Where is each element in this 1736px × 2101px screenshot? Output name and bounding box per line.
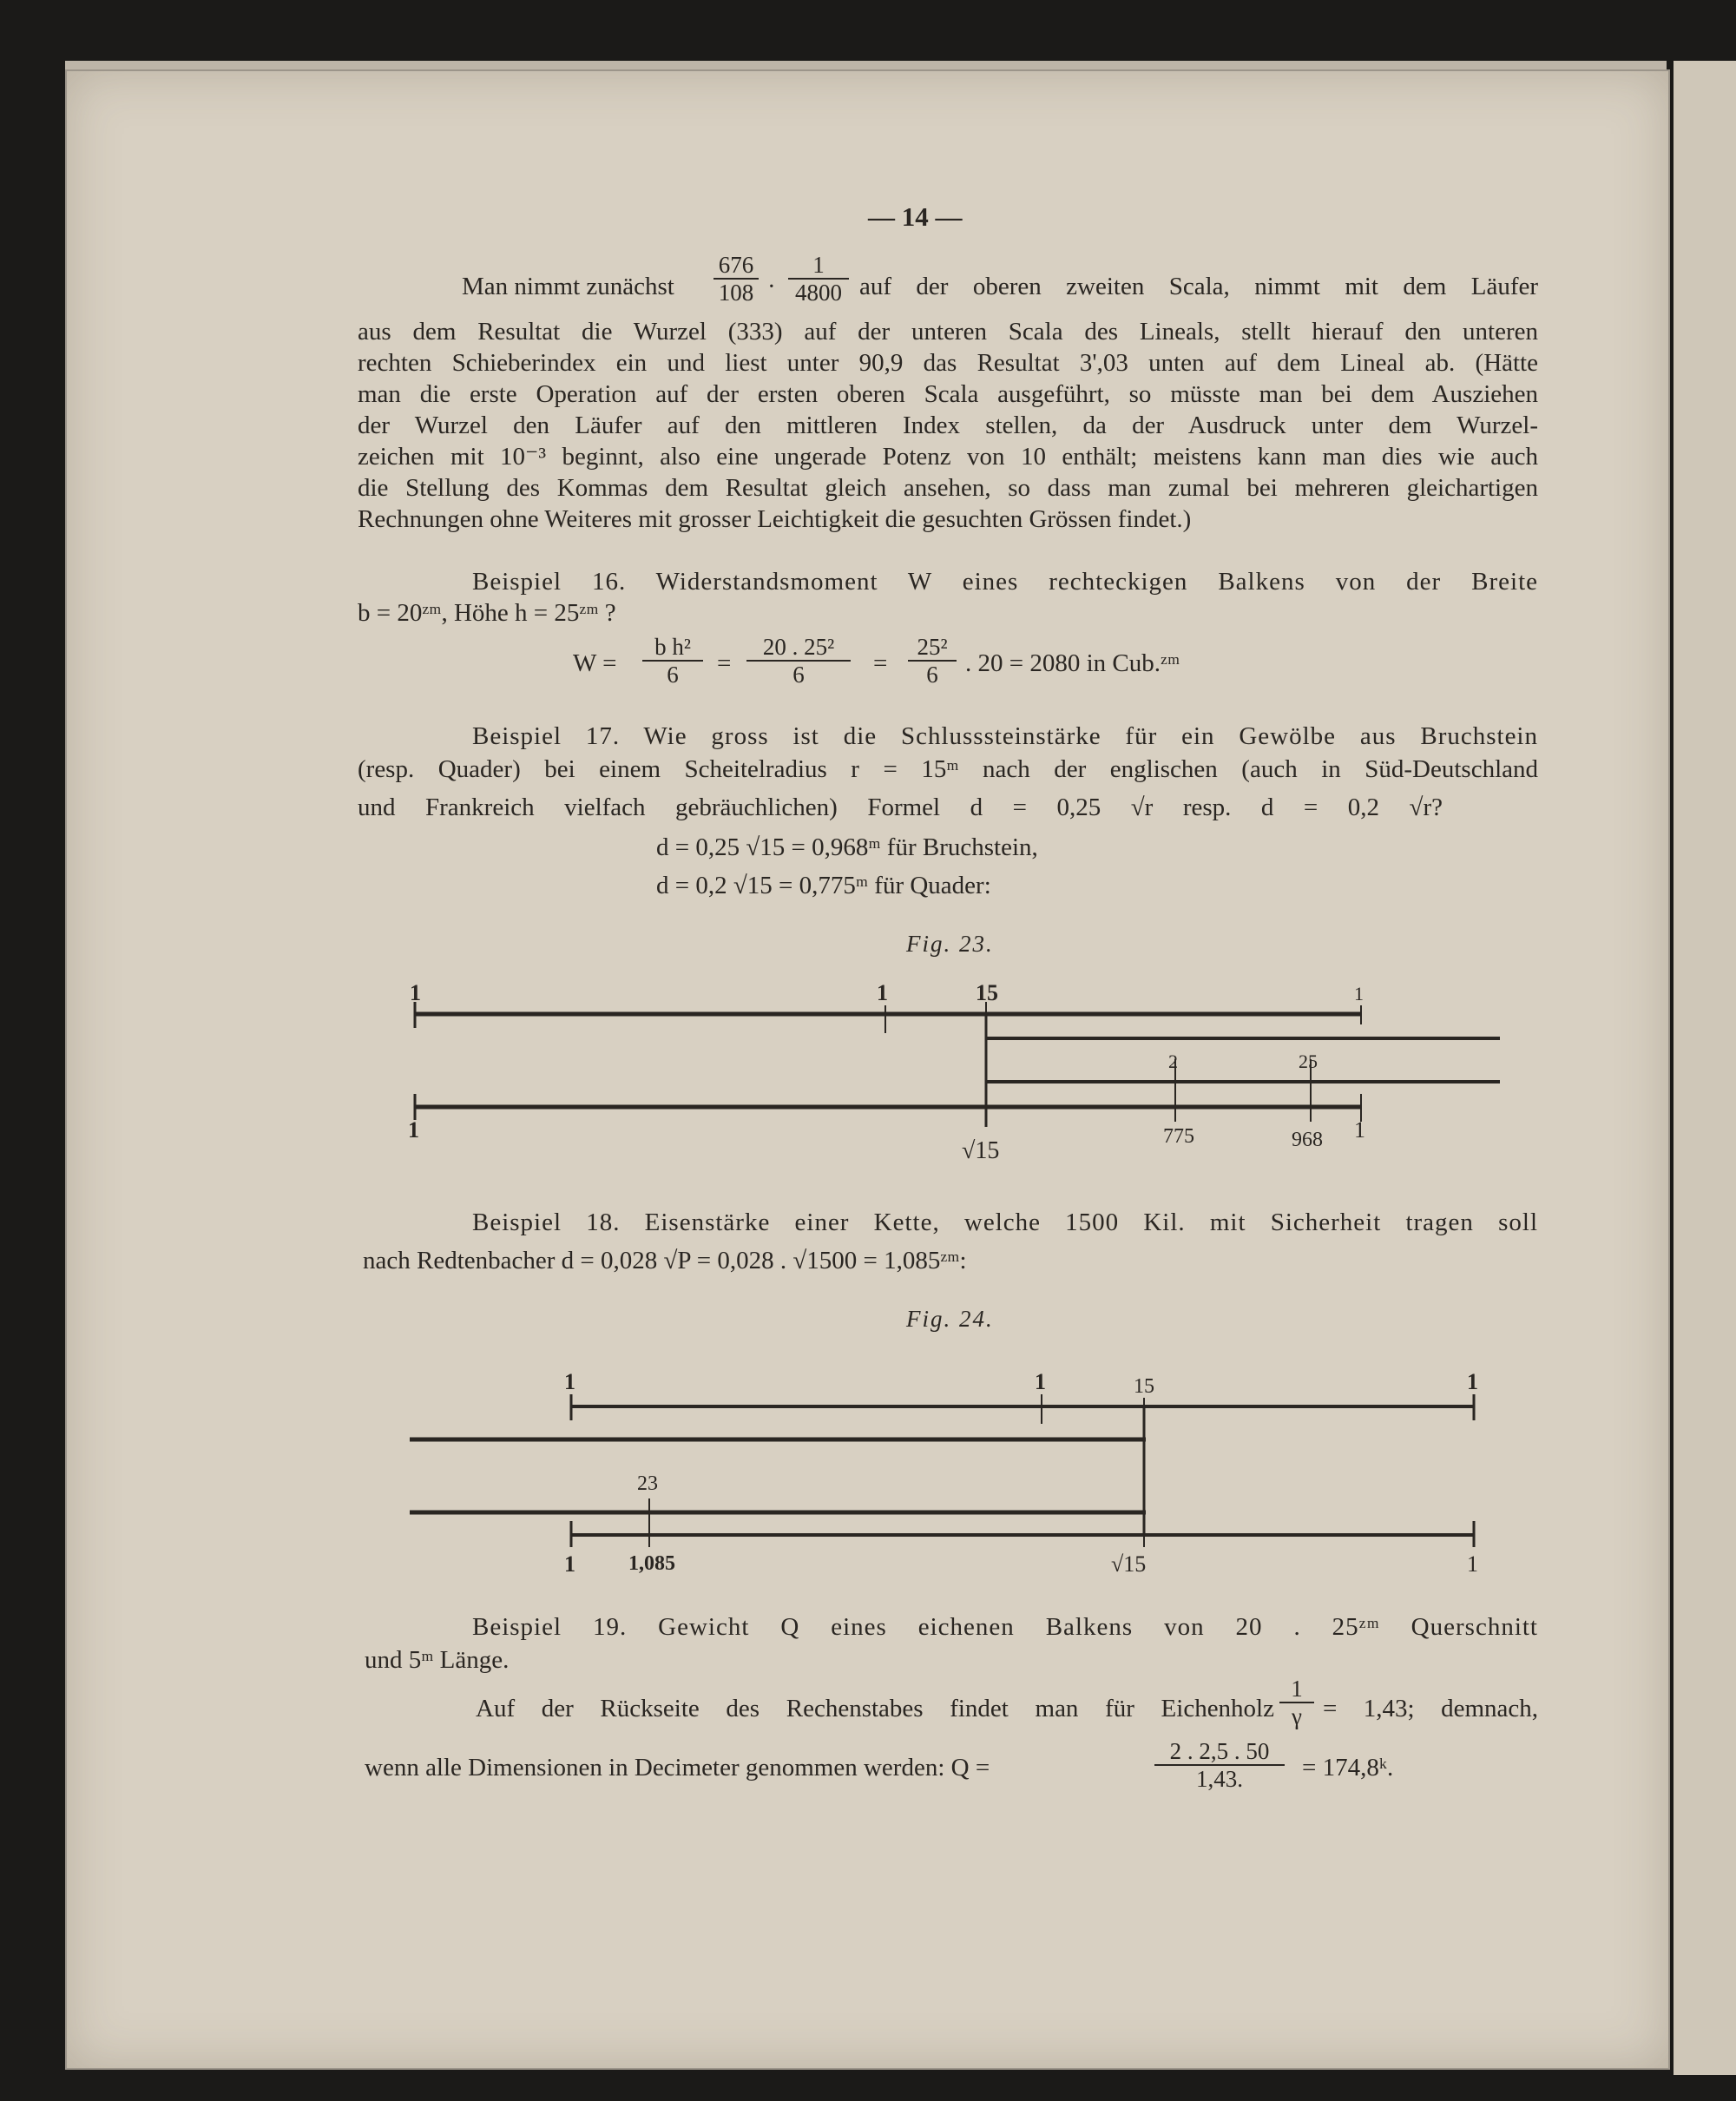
fraction-q — [1154, 1738, 1285, 1792]
fig-24-caption: Fig. 24. — [906, 1306, 994, 1332]
beispiel-19-line-3a: Auf der Rückseite des Rechenstabes findet man für Eichenholz — [476, 1695, 1274, 1722]
fig-24-top-label-3: 15 — [1134, 1375, 1154, 1398]
fraction-denominator: γ — [1292, 1703, 1302, 1729]
beispiel-19-line-3b: = 1,43; demnach, — [1323, 1695, 1538, 1722]
fraction-numerator: 1 — [1279, 1676, 1314, 1703]
fraction-numerator: b h² — [642, 634, 703, 662]
beispiel-17-eq-1: d = 0,25 √15 = 0,968ᵐ für Bruchstein, — [656, 833, 1038, 861]
intro-line-1b: auf der oberen zweiten Scala, nimmt mit dem Läufer — [859, 273, 1538, 300]
fraction-numerator: 2 . 2,5 . 50 — [1154, 1738, 1285, 1766]
intro-line-3: rechten Schieberindex ein und liest unter 90,9 das Resultat 3',03 unten auf dem Lineal ab. (Hätte — [358, 349, 1538, 377]
intro-line-6: zeichen mit 10⁻³ beginnt, also eine ungerade Potenz von 10 enthält; meistens kann man dies wie auch — [358, 443, 1538, 471]
fraction-numerator: 20 . 25² — [746, 634, 851, 662]
fraction-676-108 — [713, 252, 759, 306]
intro-line-8: Rechnungen ohne Weiteres mit grosser Leichtigkeit die gesuchten Grössen findet.) — [358, 505, 1192, 533]
fraction-1-gamma — [1279, 1676, 1314, 1729]
beispiel-19-line-1: Beispiel 19. Gewicht Q eines eichenen Balkens von 20 . 25ᶻᵐ Querschnitt — [472, 1613, 1538, 1641]
multiply-dot: · — [767, 273, 776, 300]
intro-line-1a: Man nimmt zunächst — [462, 273, 674, 300]
fig-23-top-label-2: 1 — [877, 980, 888, 1005]
eq-result: . 20 = 2080 in Cub.ᶻᵐ — [965, 649, 1180, 677]
beispiel-16-line-2: b = 20ᶻᵐ, Höhe h = 25ᶻᵐ ? — [358, 599, 616, 627]
fig-24-slide-rule-diagram — [399, 1363, 1510, 1580]
fig-24-bottom-label-3: √15 — [1111, 1551, 1147, 1577]
intro-line-7: die Stellung des Kommas dem Resultat gleich ansehen, so dass man zumal bei mehreren gleichartigen — [358, 474, 1538, 502]
beispiel-17-line-1: Beispiel 17. Wie gross ist die Schlusssteinstärke für ein Gewölbe aus Bruchstein — [472, 722, 1538, 750]
eq-lhs: W = — [573, 649, 617, 677]
beispiel-18-line-2: nach Redtenbacher d = 0,028 √P = 0,028 . √1500 = 1,085ᶻᵐ: — [363, 1247, 967, 1274]
beispiel-19-line-4b: = 174,8ᵏ. — [1302, 1754, 1394, 1782]
fig-23-slide-rule-diagram — [399, 972, 1510, 1172]
fig-23-bottom-label-3: 775 — [1163, 1125, 1194, 1148]
fraction-denominator: 6 — [667, 662, 679, 688]
fraction-1-4800 — [788, 252, 849, 306]
fraction-denominator: 6 — [792, 662, 805, 688]
fraction-numerator: 1 — [788, 252, 849, 280]
page-top-edge — [65, 61, 1667, 69]
fig-23-bottom-label-5: 1 — [1354, 1117, 1365, 1143]
fraction-denominator: 6 — [926, 662, 938, 688]
beispiel-17-line-2: (resp. Quader) bei einem Scheitelradius r = 15ᵐ nach der englischen (auch in Süd-Deutschland — [358, 755, 1538, 783]
fig-24-bottom-label-4: 1 — [1467, 1551, 1478, 1577]
fig-23-top-label-3: 15 — [976, 980, 998, 1005]
fig-23-mid-label-1: 2 — [1168, 1050, 1178, 1072]
fraction-bh2-6 — [642, 634, 703, 688]
fraction-denominator: 4800 — [795, 280, 842, 306]
fraction-25sq-6 — [908, 634, 957, 688]
fig-24-mid-label-1: 23 — [637, 1472, 658, 1495]
beispiel-16-line-1: Beispiel 16. Widerstandsmoment W eines rechteckigen Balkens von der Breite — [472, 568, 1538, 596]
fraction-20-25sq-6 — [746, 634, 851, 688]
fraction-numerator: 25² — [908, 634, 957, 662]
fig-24-top-label-2: 1 — [1035, 1369, 1046, 1394]
fig-23-top-label-1: 1 — [410, 980, 421, 1005]
intro-line-4: man die erste Operation auf der ersten oberen Scala ausgeführt, so müsste man bei dem Ausziehen — [358, 380, 1538, 408]
beispiel-17-eq-2: d = 0,2 √15 = 0,775ᵐ für Quader: — [656, 872, 991, 899]
page-number: — 14 — — [868, 201, 963, 232]
fig-23-caption: Fig. 23. — [906, 931, 994, 957]
fraction-denominator: 1,43. — [1196, 1766, 1243, 1792]
beispiel-17-line-3: und Frankreich vielfach gebräuchlichen) Formel d = 0,25 √r resp. d = 0,2 √r? — [358, 794, 1443, 821]
intro-line-2: aus dem Resultat die Wurzel (333) auf der unteren Scala des Lineals, stellt hierauf den unteren — [358, 318, 1538, 346]
fig-24-bottom-label-2: 1,085 — [628, 1552, 675, 1575]
fig-24-top-label-1: 1 — [564, 1369, 575, 1394]
beispiel-19-line-2: und 5ᵐ Länge. — [365, 1646, 510, 1674]
beispiel-18-line-1: Beispiel 18. Eisenstärke einer Kette, welche 1500 Kil. mit Sicherheit tragen soll — [472, 1209, 1538, 1236]
fig-23-mid-label-2: 25 — [1299, 1050, 1318, 1072]
fig-24-top-label-4: 1 — [1467, 1369, 1478, 1394]
fig-23-bottom-label-1: 1 — [408, 1117, 419, 1143]
equals-sign: = — [717, 649, 732, 677]
fig-23-top-label-4: 1 — [1354, 983, 1364, 1004]
fig-24-bottom-label-1: 1 — [564, 1551, 575, 1577]
fraction-denominator: 108 — [718, 280, 754, 306]
intro-line-5: der Wurzel den Läufer auf den mittleren Index stellen, da der Ausdruck unter dem Wurzel- — [358, 412, 1538, 439]
next-page-edge — [1674, 61, 1736, 2075]
fig-23-bottom-label-4: 968 — [1292, 1129, 1323, 1151]
fig-23-bottom-label-2: √15 — [962, 1137, 1000, 1164]
beispiel-19-line-4a: wenn alle Dimensionen in Decimeter genommen werden: Q = — [365, 1754, 990, 1782]
fraction-numerator: 676 — [713, 252, 759, 280]
equals-sign: = — [873, 649, 888, 677]
